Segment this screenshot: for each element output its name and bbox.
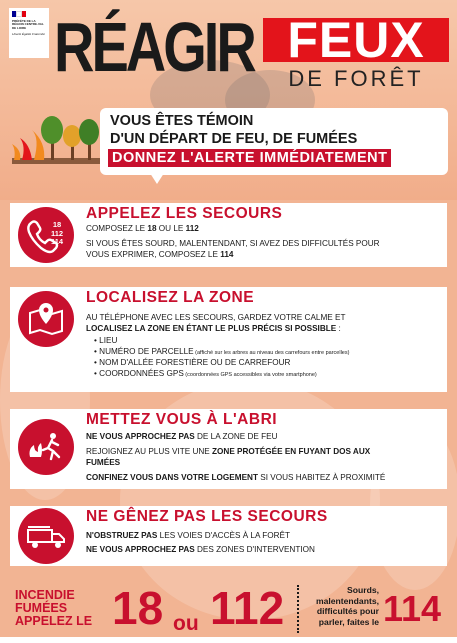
section-call-icon-circle	[18, 207, 74, 263]
call-number-18: 18	[52, 220, 62, 229]
bottom-separator	[297, 585, 299, 633]
forest-fire-icon	[12, 108, 104, 178]
section-shelter-line-4: CONFINEZ VOUS DANS VOTRE LOGEMENT SI VOUS HABITEZ À PROXIMITÉ	[86, 473, 386, 482]
prefecture-name: PRÉFÈTE DE LA RÉGION CENTRE-VAL DE LOIRE	[12, 19, 44, 30]
section-access-title: NE GÊNEZ PAS LES SECOURS	[86, 508, 328, 525]
map-pin-icon	[18, 291, 74, 347]
bottom-ou: ou	[173, 612, 199, 635]
section-shelter-line-3: FUMÉES	[86, 458, 121, 467]
bottom-number-114: 114	[383, 588, 442, 629]
prefecture-logo	[9, 8, 49, 58]
alert-bubble-tail	[148, 170, 166, 184]
locate-bullet: • NUMÉRO DE PARCELLE (affiché sur les arbres au niveau des carrefours entre parcelles)	[94, 347, 350, 356]
section-locate-card	[10, 287, 447, 392]
section-call-line-3: VOUS EXPRIMER, COMPOSEZ LE 114	[86, 250, 234, 259]
section-shelter-line-1: NE VOUS APPROCHEZ PAS DE LA ZONE DE FEU	[86, 432, 278, 441]
section-access-line-2: NE VOUS APPROCHEZ PAS DES ZONES D'INTERVENTION	[86, 545, 315, 554]
alert-text	[110, 112, 357, 148]
alert-line-2: D'UN DÉPART DE FEU, DE FUMÉES	[110, 131, 358, 147]
locate-bullet: • NOM D'ALLÉE FORESTIÈRE OU DE CARREFOUR	[94, 358, 291, 367]
fire-truck-icon	[18, 508, 74, 564]
section-call-card	[10, 203, 447, 267]
section-locate-line-2: LOCALISEZ LA ZONE EN ÉTANT LE PLUS PRÉCIS SI POSSIBLE :	[86, 324, 341, 333]
locate-bullet: • COORDONNÉES GPS (coordonnées GPS accessibles via votre smartphone)	[94, 369, 317, 378]
bottom-appelez-le: APPELEZ LE	[15, 614, 93, 628]
french-flag-icon	[12, 11, 26, 17]
section-access-icon-circle	[18, 508, 74, 564]
call-numbers	[51, 221, 63, 247]
section-locate-icon-circle	[18, 291, 74, 347]
prefecture-motto: Liberté Égalité Fraternité	[12, 32, 45, 37]
title-de-foret: DE FORÊT	[288, 66, 424, 91]
bottom-sourds-line-1: Sourds,	[347, 585, 379, 595]
bottom-fumees: FUMÉES	[15, 601, 68, 615]
section-shelter-icon-circle	[18, 419, 74, 475]
bottom-number-18: 18	[112, 582, 164, 634]
flee-fire-icon	[18, 419, 74, 475]
footer-strip	[0, 637, 457, 643]
call-number-112: 112	[51, 228, 64, 238]
bottom-sourds-line-4: parler, faites le	[318, 616, 379, 627]
alert-highlight: DONNEZ L'ALERTE IMMÉDIATEMENT	[108, 149, 391, 167]
section-access-card	[10, 506, 447, 566]
title-feux: FEUX	[287, 12, 425, 68]
title-reagir: RÉAGIR	[54, 7, 254, 86]
section-call-title: APPELEZ LES SECOURS	[86, 205, 283, 222]
locate-bullet: • LIEU	[94, 336, 118, 345]
alert-line-1: VOUS ÊTES TÉMOIN	[110, 113, 254, 129]
bottom-incendie: INCENDIE	[15, 588, 75, 602]
bottom-sourds-line-3: difficultés pour	[316, 606, 379, 616]
bottom-sourds-line-2: malentendants,	[315, 595, 379, 606]
bottom-number-112: 112	[210, 582, 285, 634]
section-call-line-2: SI VOUS ÊTES SOURD, MALENTENDANT, SI AVEZ DES DIFFICULTÉS POUR	[86, 239, 380, 248]
section-access-line-1: N'OBSTRUEZ PAS LES VOIES D'ACCÈS À LA FORÊT	[86, 531, 291, 540]
section-shelter-title: METTEZ VOUS À L'ABRI	[86, 411, 278, 428]
phone-icon	[18, 207, 74, 263]
call-number-114: 114	[51, 237, 64, 246]
section-shelter-card	[10, 409, 447, 489]
bottom-sourds-text	[306, 585, 379, 627]
section-shelter-line-2: REJOIGNEZ AU PLUS VITE UNE ZONE PROTÉGÉE EN FUYANT DOS AUX	[86, 447, 371, 456]
section-locate-line-1: AU TÉLÉPHONE AVEC LES SECOURS, GARDEZ VOTRE CALME ET	[86, 313, 346, 322]
section-locate-title: LOCALISEZ LA ZONE	[86, 289, 255, 306]
section-call-line-1: COMPOSEZ LE 18 OU LE 112	[86, 224, 199, 233]
